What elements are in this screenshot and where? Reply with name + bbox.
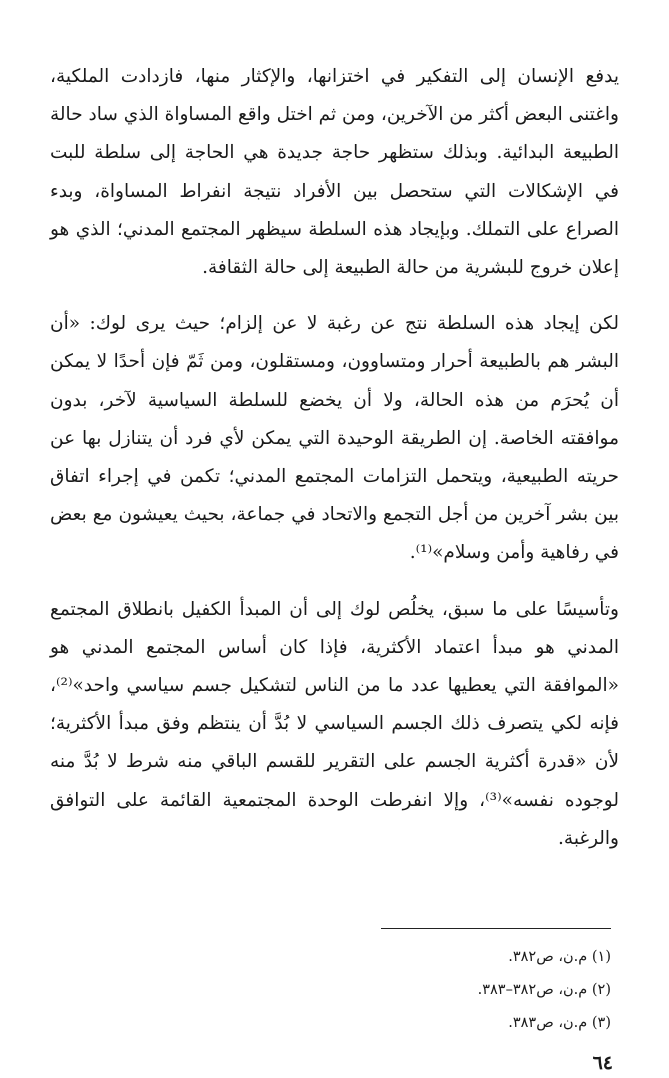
body-text xyxy=(50,58,619,858)
page-number: ٦٤ xyxy=(592,1052,613,1075)
footnote-divider xyxy=(381,928,611,929)
footnote-2: (٢) م.ن، ص٣٨٢–٣٨٣. xyxy=(477,982,611,999)
paragraph-2: لكن إيجاد هذه السلطة نتج عن رغبة لا عن إلزام؛ حيث يرى لوك: «أن البشر هم بالطبيعة أحرار ومتساوون، ومستقلون، ومن ثَمّ فإن أحدًا لا يمكن أن يُحرَم من هذه الحالة، ولا أن يخضع للسلطة السياسية لآخر، بدون موافقته الخاصة. إن الطريقة الوحيدة التي يمكن لأي فرد أن يتنازل بها عن حريته الطبيعية، ويتحمل التزامات المجتمع المدني؛ تكمن في إجراء اتفاق بين بشر آخرين من أجل التجمع والاتحاد في جماعة، بحيث يعيشون مع بعض في رفاهية وأمن وسلام»⁽¹⁾. xyxy=(50,313,619,564)
footnote-3: (٣) م.ن، ص٣٨٣. xyxy=(508,1015,611,1032)
paragraph-3: وتأسيسًا على ما سبق، يخلُص لوك إلى أن المبدأ الكفيل بانطلاق المجتمع المدني هو مبدأ اعتماد الأكثرية، فإذا كان أساس المجتمع المدني هو «الموافقة التي يعطيها عدد ما من الناس لتشكيل جسم سياسي واحد»⁽²⁾، فإنه لكي يتصرف ذلك الجسم السياسي لا بُدَّ أن ينتظم وفق مبدأ الأكثرية؛ لأن «قدرة أكثرية الجسم على التقرير للقسم الباقي منه شرط لا بُدَّ منه لوجوده نفسه»⁽³⁾، وإلا انفرطت الوحدة المجتمعية القائمة على التوافق والرغبة. xyxy=(50,598,619,849)
footnotes xyxy=(50,941,619,1040)
footnote-1: (١) م.ن، ص٣٨٢. xyxy=(508,949,611,966)
paragraph-1: يدفع الإنسان إلى التفكير في اختزانها، والإكثار منها، فازدادت الملكية، واغتنى البعض أكثر من الآخرين، ومن ثم اختل واقع المساواة الذي ساد حالة الطبيعة البدائية. وبذلك ستظهر حاجة جديدة هي الحاجة إلى سلطة للبت في الإشكالات التي ستحصل بين الأفراد نتيجة انفراط المساواة، وبدء الصراع على التملك. وبإيجاد هذه السلطة سيظهر المجتمع المدني؛ الذي هو إعلان خروج للبشرية من حالة الطبيعة إلى حالة الثقافة. xyxy=(50,66,619,279)
